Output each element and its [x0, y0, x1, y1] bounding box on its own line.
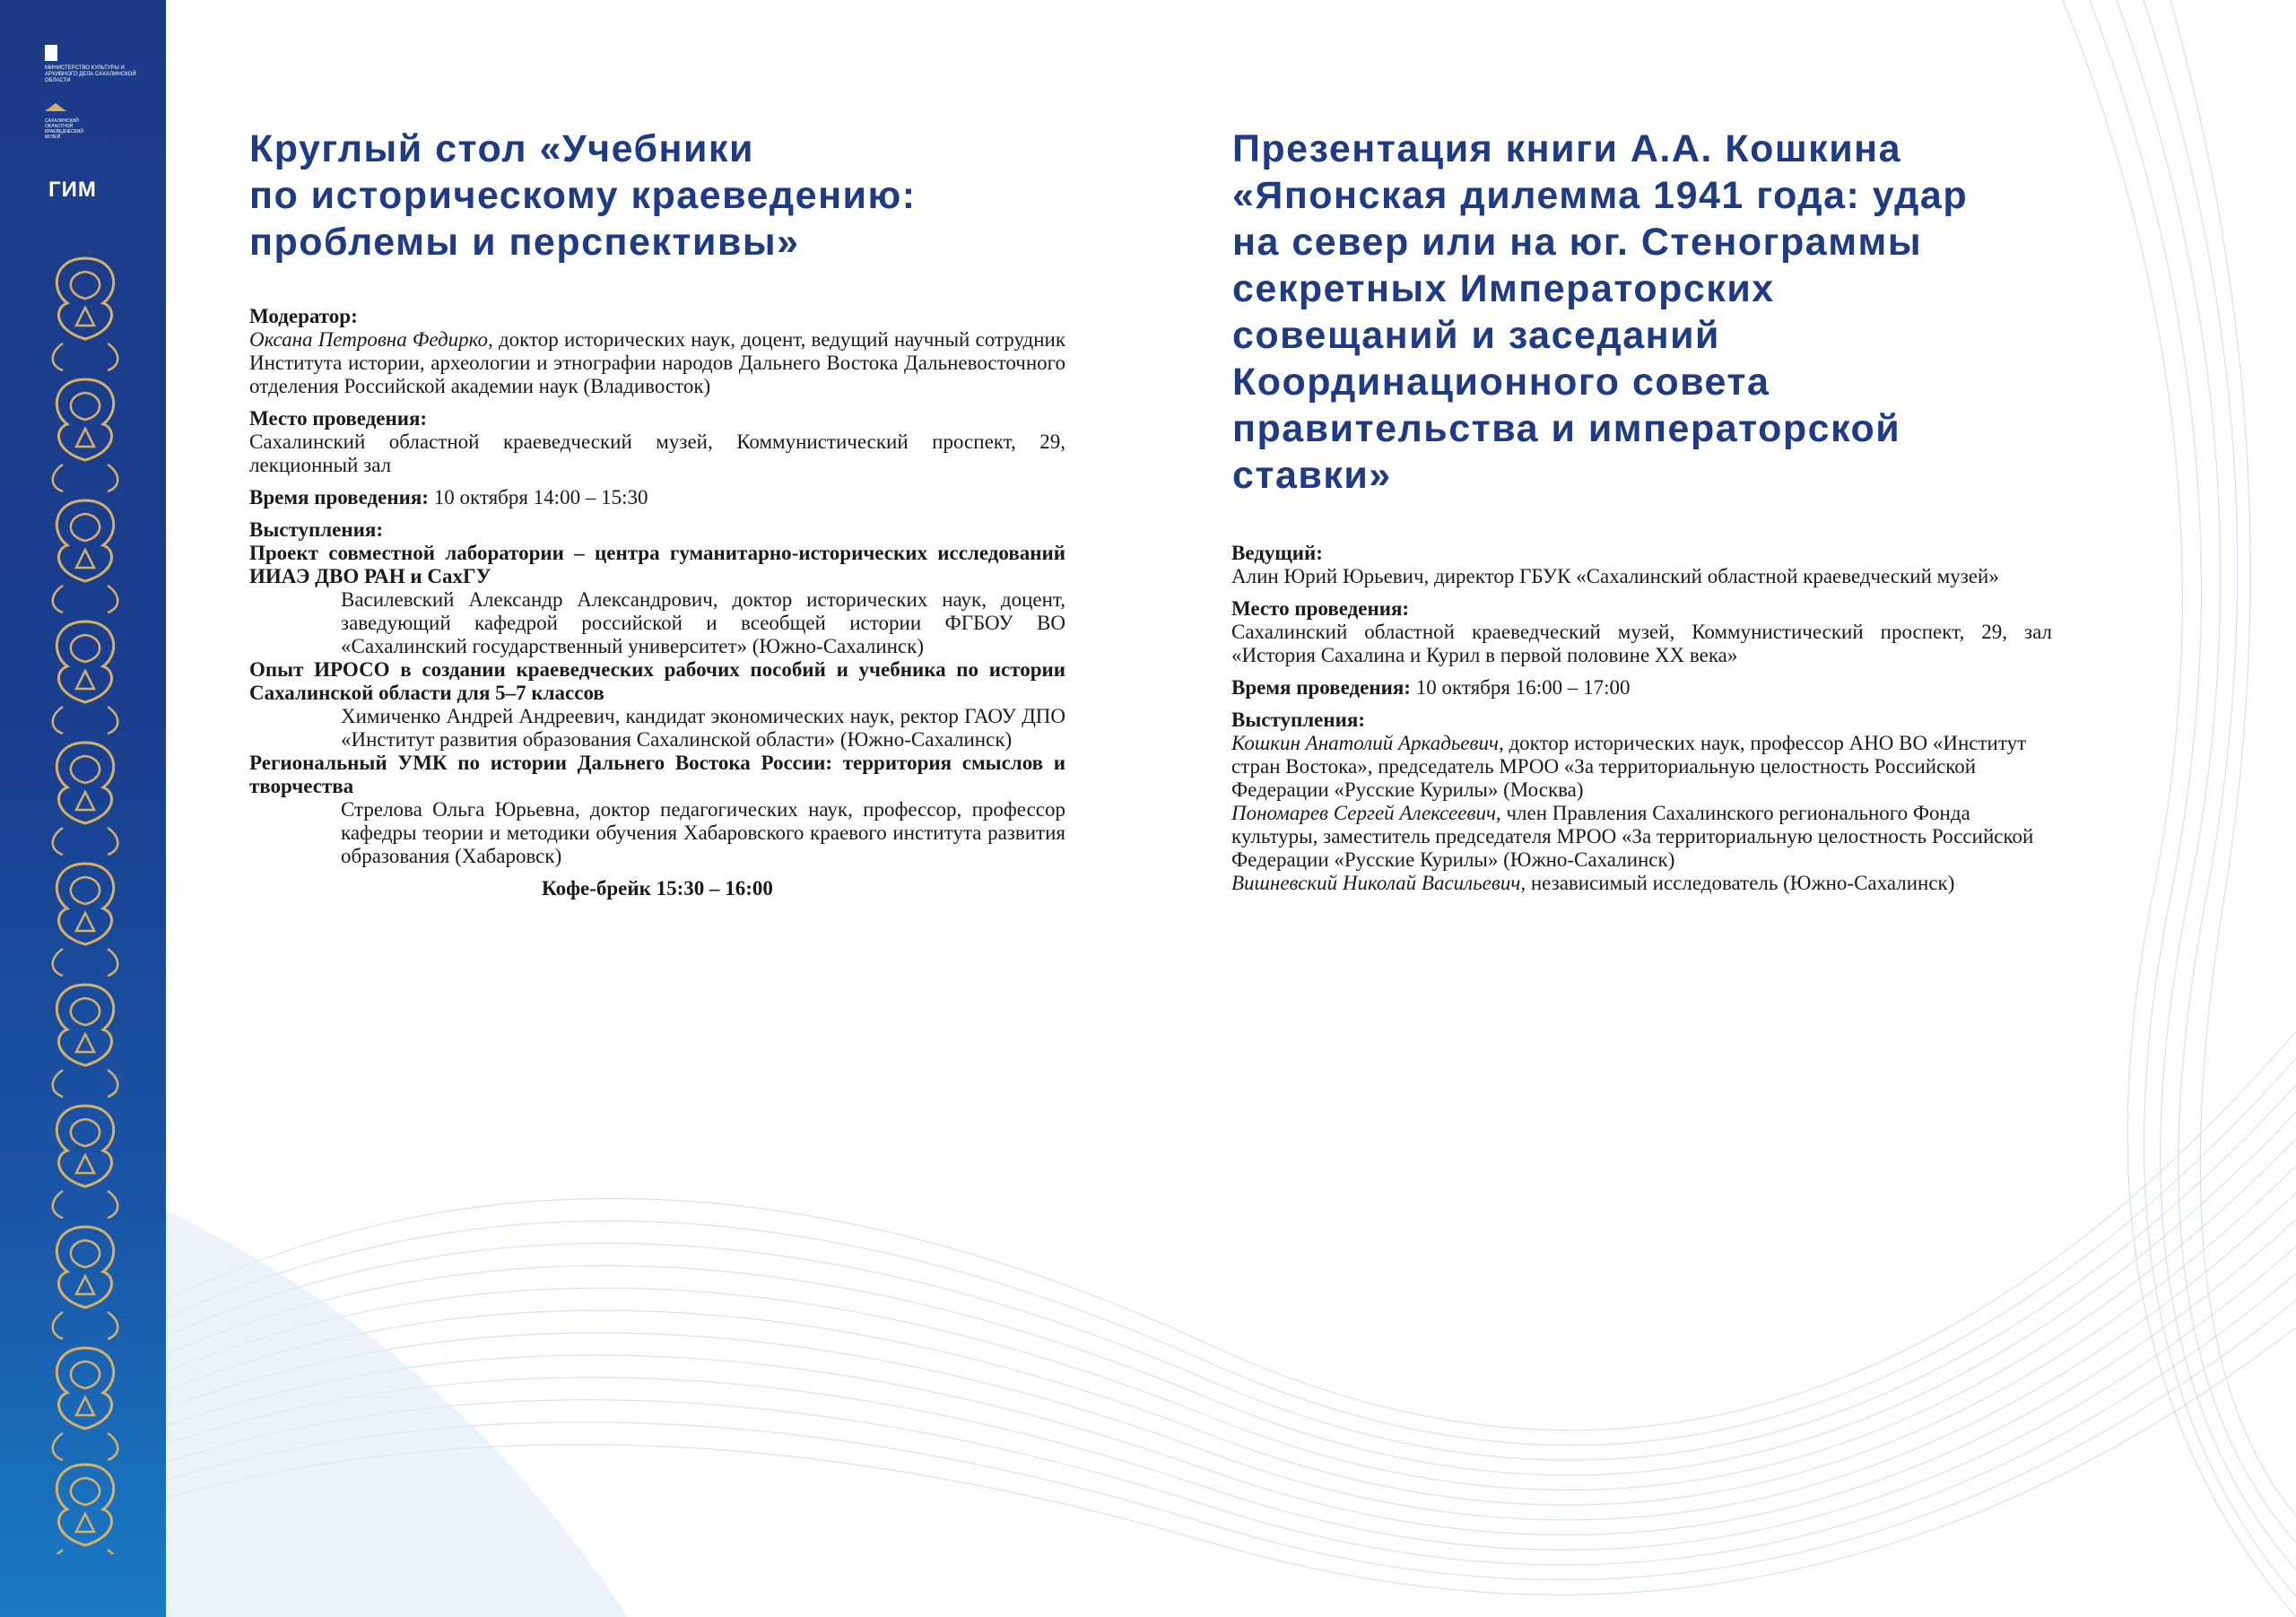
host-text: Алин Юрий Юрьевич, директор ГБУК «Сахалинский областной краеведческий музей» — [1231, 565, 1999, 587]
time-label: Время проведения: — [1231, 676, 1411, 699]
moderator-name: Оксана Петровна Федирко, — [249, 328, 493, 351]
time-block — [249, 486, 1065, 509]
right-title-line: Презентация книги А.А. Кошкина — [1232, 127, 1902, 170]
museum-logo-text: САХАЛИНСКИЙ ОБЛАСТНОЙ КРАЕВЕДЧЕСКИЙ МУЗЕЙ — [45, 118, 83, 140]
speaker-name: Кошкин Анатолий Аркадьевич, — [1231, 732, 1504, 754]
coffee-break: Кофе-брейк 15:30 – 16:00 — [542, 877, 773, 900]
venue-label: Место проведения: — [1231, 597, 1410, 620]
speaker-name: Вишневский Николай Васильевич, — [1231, 872, 1526, 894]
sidebar — [0, 0, 166, 1617]
host-block — [1231, 542, 2052, 588]
museum-logo — [45, 103, 144, 140]
talk-title: Региональный УМК по истории Дальнего Востока России: территория смыслов и творчества — [249, 752, 1065, 797]
talks-block — [1231, 709, 2052, 895]
speaker-desc: независимый исследователь (Южно-Сахалинск) — [1526, 872, 1955, 894]
right-title-line: Координационного совета — [1232, 361, 1770, 404]
right-event-title — [1232, 126, 2057, 499]
right-title-line: секретных Императорских — [1232, 267, 1775, 310]
speaker-entry — [1231, 802, 2052, 872]
gim-logo: ГИМ — [48, 178, 97, 202]
right-event-details — [1231, 542, 2052, 895]
talks-label: Выступления: — [1231, 709, 1365, 731]
venue-label: Место проведения: — [249, 407, 428, 430]
venue-block — [1231, 597, 2052, 667]
museum-roof-icon — [45, 103, 66, 111]
moderator-desc: доктор исторических наук, доцент, ведущий научный сотрудник Института истории, археологии и этнографии народов Дальнего Востока Дальневосточного отделения Российской академии наук (Владивосток) — [249, 328, 1065, 397]
time-text: 10 октября 14:00 – 15:30 — [428, 486, 648, 509]
left-event-title — [249, 126, 1057, 265]
talks-block — [249, 518, 1065, 900]
left-title-line: проблемы и перспективы» — [249, 221, 800, 264]
talks-label: Выступления: — [249, 518, 383, 541]
talk-speaker: Химиченко Андрей Андреевич, кандидат экономических наук, ректор ГАОУ ДПО «Институт развития образования Сахалинской области» (Южно-Сахалинск) — [341, 705, 1065, 751]
gold-ornament-icon — [45, 254, 126, 1554]
ministry-emblem-icon — [45, 45, 57, 61]
right-title-line: на север или на юг. Стенограммы — [1232, 221, 1923, 264]
talk-speaker: Стрелова Ольга Юрьевна, доктор педагогических наук, профессор, профессор кафедры теории и методики обучения Хабаровского краевого института развития образования (Хабаровск) — [341, 798, 1065, 867]
venue-block — [249, 407, 1065, 477]
right-title-line: совещаний и заседаний — [1232, 314, 1720, 357]
moderator-block — [249, 305, 1065, 398]
right-title-line: ставки» — [1232, 454, 1392, 497]
ministry-logo — [45, 45, 144, 84]
ministry-logo-text: МИНИСТЕРСТВО КУЛЬТУРЫ И АРХИВНОГО ДЕЛА САХАЛИНСКОЙ ОБЛАСТИ — [45, 65, 136, 83]
moderator-text — [249, 328, 1065, 398]
talk-speaker: Василевский Александр Александрович, доктор исторических наук, доцент, заведующий кафедрой российской и всеобщей истории ФГБОУ ВО «Сахалинский государственный университет» (Южно-Сахалинск) — [341, 588, 1065, 657]
speaker-entry — [1231, 872, 2052, 895]
speaker-desc: член Правления Сахалинского регионального Фонда культуры, заместитель председателя МРОО «За территориальную целостность Российской Федерации «Русские Курилы» (Южно-Сахалинск) — [1231, 802, 2034, 871]
time-block — [1231, 676, 2052, 700]
talk-title: Опыт ИРОСО в создании краеведческих рабочих пособий и учебника по истории Сахалинской области для 5–7 классов — [249, 658, 1065, 704]
speaker-desc: доктор исторических наук, профессор АНО ВО «Институт стран Востока», председатель МРОО «За территориальную целостность Российской Федерации «Русские Курилы» (Москва) — [1231, 732, 2027, 801]
moderator-label: Модератор: — [249, 305, 358, 327]
right-title-line: правительства и императорской — [1232, 407, 1901, 450]
left-title-line: по историческому краеведению: — [249, 174, 917, 217]
right-title-line: «Японская дилемма 1941 года: удар — [1232, 174, 1969, 217]
time-label: Время проведения: — [249, 486, 429, 509]
speaker-entry — [1231, 732, 2052, 802]
speaker-name: Пономарев Сергей Алексеевич, — [1231, 802, 1501, 824]
talk-title: Проект совместной лаборатории – центра гуманитарно-исторических исследований ИИАЭ ДВО РАН и СахГУ — [249, 542, 1065, 587]
time-text: 10 октября 16:00 – 17:00 — [1410, 676, 1631, 699]
venue-text: Сахалинский областной краеведческий музей, Коммунистический проспект, 29, лекционный зал — [249, 430, 1065, 476]
host-label: Ведущий: — [1231, 542, 1323, 564]
venue-text: Сахалинский областной краеведческий музей, Коммунистический проспект, 29, зал «История Сахалина и Курил в первой половине XX века» — [1231, 621, 2052, 666]
left-title-line: Круглый стол «Учебники — [249, 127, 754, 170]
left-event-details — [249, 305, 1065, 900]
